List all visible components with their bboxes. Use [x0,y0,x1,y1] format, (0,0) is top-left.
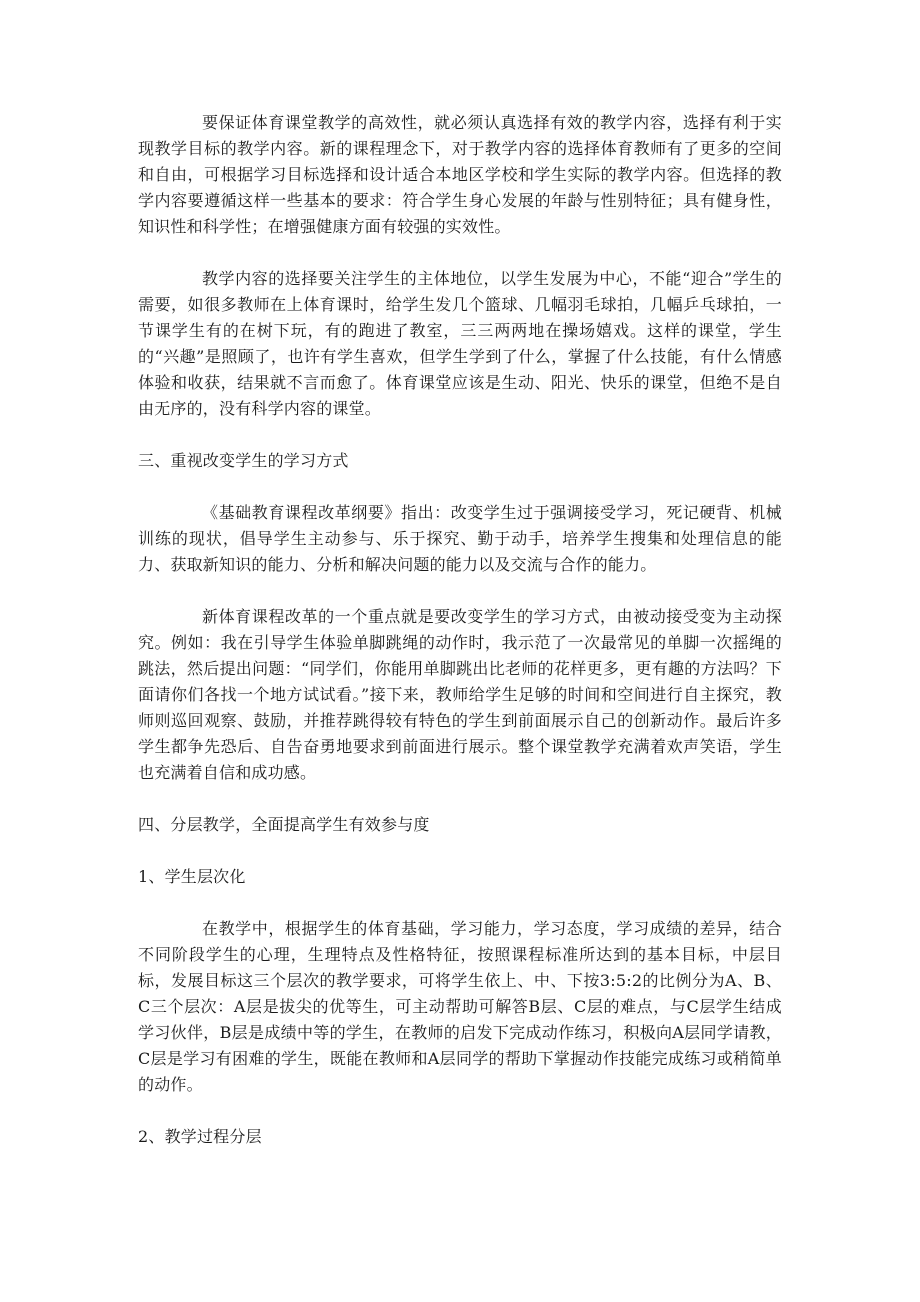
section-heading-4: 四、分层教学，全面提高学生有效参与度 [138,815,430,834]
document-body [138,110,782,1176]
section-heading-3: 三、重视改变学生的学习方式 [138,451,349,470]
paragraph-student-levels: 在教学中，根据学生的体育基础，学习能力，学习态度，学习成绩的差异，结合不同阶段学生的心理，生理特点及性格特征，按照课程标准所达到的基本目标，中层目标，发展目标这三个层次的教学要求，可将学生依上、中、下按3:5:2的比例分为A、B、C三个层次：A层是拔尖的优等生，可主动帮助可解答B层、C层的难点，与C层学生结成学习伙伴，B层是成绩中等的学生，在教师的启发下完成动作练习，积极向A层同学请教，C层是学习有困难的学生，既能在教师和A层同学的帮助下掌握动作技能完成练习或稍简单的动作。 [138,919,782,1094]
paragraph-curriculum-outline: 《基础教育课程改革纲要》指出：改变学生过于强调接受学习，死记硬背、机械训练的现状，倡导学生主动参与、乐于探究、勤于动手，培养学生搜集和处理信息的能力、获取新知识的能力、分析和解决问题的能力以及交流与合作的能力。 [138,503,782,574]
paragraph-content-selection: 要保证体育课堂教学的高效性，就必须认真选择有效的教学内容，选择有利于实现教学目标的教学内容。新的课程理念下，对于教学内容的选择体育教师有了更多的空间和自由，可根据学习目标选择和设计适合本地区学校和学生实际的教学内容。但选择的教学内容要遵循这样一些基本的要求：符合学生身心发展的年龄与性别特征；具有健身性，知识性和科学性；在增强健康方面有较强的实效性。 [138,113,782,236]
subsection-heading-2: 2、教学过程分层 [138,1127,262,1146]
paragraph-learning-style: 新体育课程改革的一个重点就是要改变学生的学习方式，由被动接受变为主动探究。例如：我在引导学生体验单脚跳绳的动作时，我示范了一次最常见的单脚一次摇绳的跳法，然后提出问题：“同学们，你能用单脚跳出比老师的花样更多，更有趣的方法吗？下面请你们各找一个地方试试看。”接下来，教师给学生足够的时间和空间进行自主探究，教师则巡回观察、鼓励，并推荐跳得较有特色的学生到前面展示自己的创新动作。最后许多学生都争先恐后、自告奋勇地要求到前面进行展示。整个课堂教学充满着欢声笑语，学生也充满着自信和成功感。 [138,607,782,782]
subsection-heading-1: 1、学生层次化 [138,867,246,886]
paragraph-student-subject: 教学内容的选择要关注学生的主体地位，以学生发展为中心，不能“迎合”学生的需要，如很多教师在上体育课时，给学生发几个篮球、几幅羽毛球拍，几幅乒乓球拍，一节课学生有的在树下玩，有的跑进了教室，三三两两地在操场嬉戏。这样的课堂，学生的“兴趣”是照顾了，也许有学生喜欢，但学生学到了什么，掌握了什么技能，有什么情感体验和收获，结果就不言而愈了。体育课堂应该是生动、阳光、快乐的课堂，但绝不是自由无序的，没有科学内容的课堂。 [138,269,782,418]
